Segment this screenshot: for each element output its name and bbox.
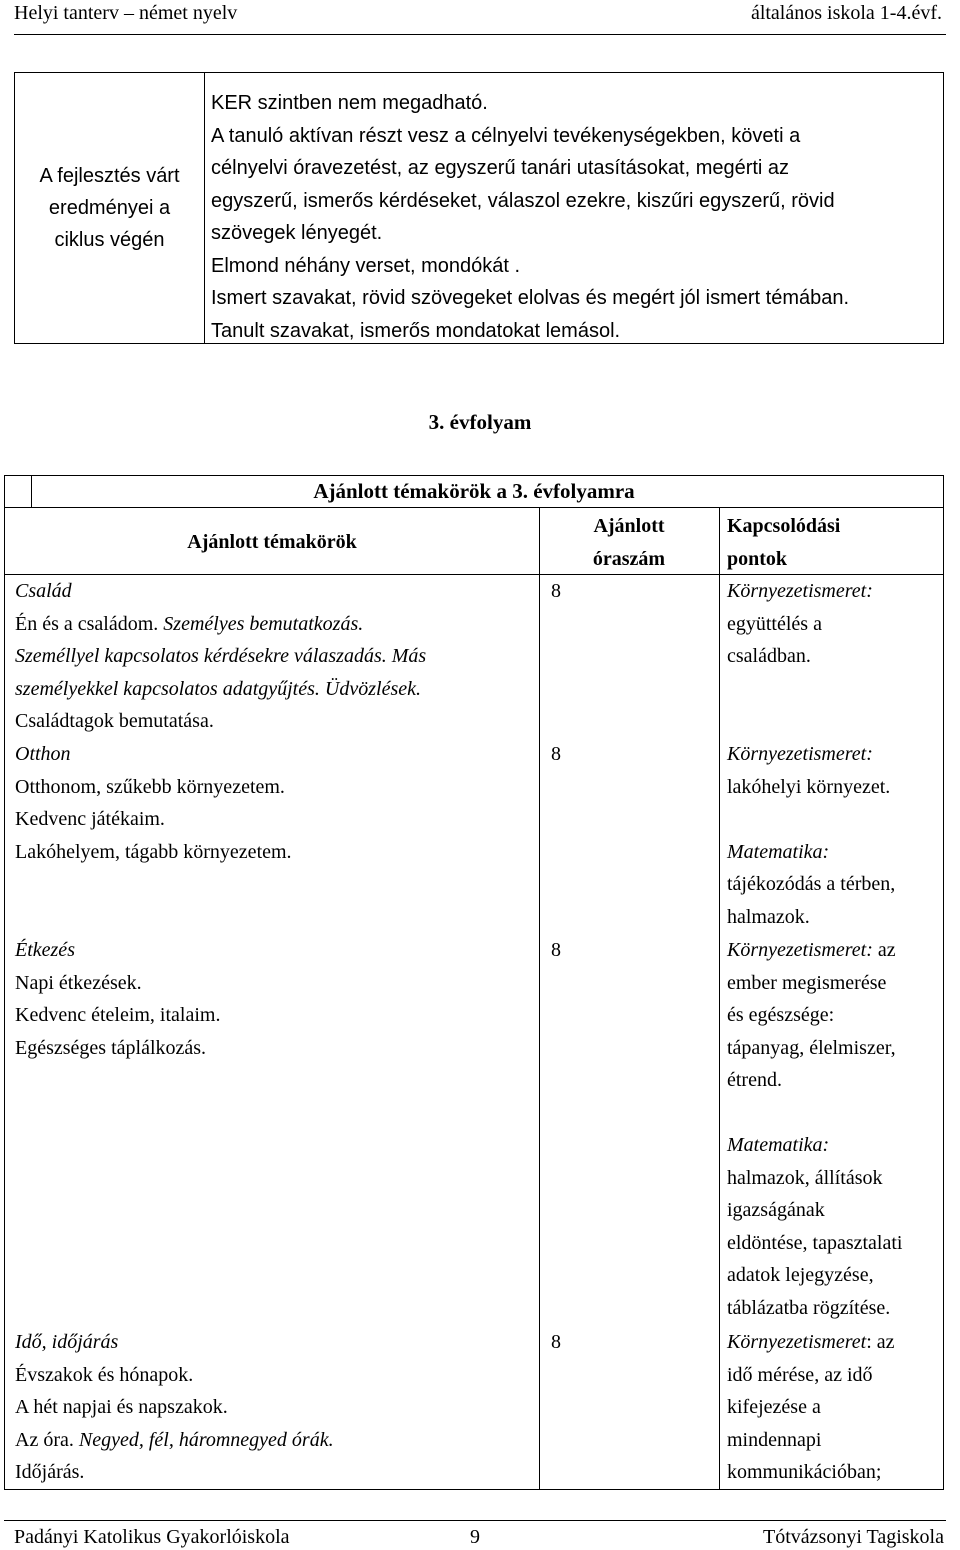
year-heading: 3. évfolyam <box>428 410 532 434</box>
link-spacer <box>727 1097 902 1130</box>
column-divider <box>539 508 540 1489</box>
hours-cell: 8 <box>551 743 561 765</box>
col-header-hours <box>539 510 719 575</box>
link-line: igazságának <box>727 1199 825 1221</box>
link-line: idő mérése, az idő <box>727 1363 873 1386</box>
topic-line: Egészséges táplálkozás. <box>15 1036 207 1059</box>
link-line: étrend. <box>727 1069 782 1091</box>
topic-line: Családtagok bemutatása. <box>15 710 214 732</box>
link-line: családban. <box>727 645 811 667</box>
link-line: és egészsége: <box>727 1004 835 1026</box>
topic-cell <box>15 738 292 868</box>
col-header-hours-line: Ajánlott <box>593 515 665 537</box>
link-line: Környezetismeret: <box>727 743 873 765</box>
topic-line: Kedvenc ételeim, italaim. <box>15 1004 221 1026</box>
topic-line: Én és a családom. Személyes bemutatkozás. <box>15 612 364 635</box>
link-line: Környezetismeret: az <box>727 939 896 961</box>
link-line: ember megismerése <box>727 971 887 994</box>
page-footer <box>0 1520 960 1550</box>
results-label-line: eredményei a <box>48 197 171 219</box>
hours-cell: 8 <box>551 1331 561 1353</box>
topic-title: Otthon <box>15 743 71 765</box>
col-header-topics: Ajánlott témakörök <box>187 531 357 553</box>
col-header-hours-line: óraszám <box>592 547 666 570</box>
results-line: Ismert szavakat, rövid szövegeket elolvas és megért jól ismert témában. <box>211 287 850 309</box>
links-cell <box>727 575 873 673</box>
results-line: Tanult szavakat, ismerős mondatokat lemásol. <box>211 319 621 342</box>
table-title-row <box>5 476 943 508</box>
col-header-links <box>727 510 840 575</box>
link-line: halmazok, állítások <box>727 1166 883 1189</box>
results-text <box>211 87 935 347</box>
results-line: Elmond néhány verset, mondókát . <box>211 254 521 277</box>
link-line: tápanyag, élelmiszer, <box>727 1036 896 1059</box>
link-line: eldöntése, tapasztalati <box>727 1231 903 1254</box>
link-line: együttélés a <box>727 612 822 635</box>
page-header <box>0 0 960 30</box>
topic-cell <box>15 575 426 738</box>
results-line: célnyelvi óravezetést, az egyszerű tanári utasításokat, megérti az <box>211 157 790 179</box>
topics-table <box>4 475 944 1490</box>
links-cell <box>727 1326 895 1489</box>
table-title: Ajánlott témakörök a 3. évfolyamra <box>313 479 635 503</box>
header-left: Helyi tanterv – német nyelv <box>14 2 238 24</box>
results-label <box>15 73 205 343</box>
link-line: táblázatba rögzítése. <box>727 1296 891 1319</box>
topic-cell <box>15 1326 334 1489</box>
footer-rule <box>4 1520 946 1521</box>
topic-title: Étkezés <box>15 939 75 961</box>
col-header-links-line: Kapcsolódási <box>727 515 841 537</box>
links-cell <box>727 738 895 933</box>
topic-line: Otthonom, szűkebb környezetem. <box>15 775 285 798</box>
topic-line: Kedvenc játékaim. <box>15 808 165 830</box>
results-label-line: A fejlesztés várt <box>39 165 180 187</box>
topic-line: személyekkel kapcsolatos adatgyűjtés. Üdvözlések. <box>15 677 421 700</box>
link-line: Matematika: <box>727 840 830 863</box>
results-label-line: ciklus végén <box>54 229 165 251</box>
hours-cell: 8 <box>551 939 561 961</box>
link-spacer <box>727 803 895 836</box>
results-line: A tanuló aktívan részt vesz a célnyelvi tevékenységekben, követi a <box>211 124 801 147</box>
col-header-links-line: pontok <box>727 547 788 570</box>
topic-title: Család <box>15 580 72 602</box>
results-line: szövegek lényegét. <box>211 222 383 244</box>
header-rule <box>14 34 946 35</box>
results-line: egyszerű, ismerős kérdéseket, válaszol ezekre, kiszűri egyszerű, rövid <box>211 189 835 212</box>
topic-line: Az óra. Negyed, fél, háromnegyed órák. <box>15 1428 334 1451</box>
link-line: Matematika: <box>727 1134 830 1156</box>
results-line: KER szintben nem megadható. <box>211 92 488 114</box>
topic-cell <box>15 934 220 1064</box>
page-number: 9 <box>470 1526 480 1548</box>
topic-line: Lakóhelyem, tágabb környezetem. <box>15 840 292 863</box>
link-line: adatok lejegyzése, <box>727 1264 874 1286</box>
topic-line: Napi étkezések. <box>15 971 142 994</box>
topic-line: Időjárás. <box>15 1461 85 1483</box>
link-line: kifejezése a <box>727 1396 821 1418</box>
topic-title: Idő, időjárás <box>15 1331 119 1353</box>
hours-cell: 8 <box>551 580 561 602</box>
topic-line: Évszakok és hónapok. <box>15 1363 194 1386</box>
link-line: Környezetismeret: az <box>727 1331 895 1353</box>
topic-line: Személlyel kapcsolatos kérdésekre válaszadás. Más <box>15 645 427 667</box>
topic-line: A hét napjai és napszakok. <box>15 1396 228 1418</box>
link-line: mindennapi <box>727 1428 822 1451</box>
link-line: halmazok. <box>727 905 810 928</box>
header-right: általános iskola 1-4.évf. <box>750 2 942 24</box>
link-line: tájékozódás a térben, <box>727 873 896 895</box>
column-divider <box>719 508 720 1489</box>
footer-right: Tótvázsonyi Tagiskola <box>763 1526 944 1548</box>
footer-left: Padányi Katolikus Gyakorlóiskola <box>14 1526 290 1548</box>
results-box <box>14 72 944 344</box>
link-line: kommunikációban; <box>727 1461 882 1483</box>
link-line: Környezetismeret: <box>727 580 873 602</box>
links-cell <box>727 934 902 1324</box>
link-line: lakóhelyi környezet. <box>727 775 891 798</box>
